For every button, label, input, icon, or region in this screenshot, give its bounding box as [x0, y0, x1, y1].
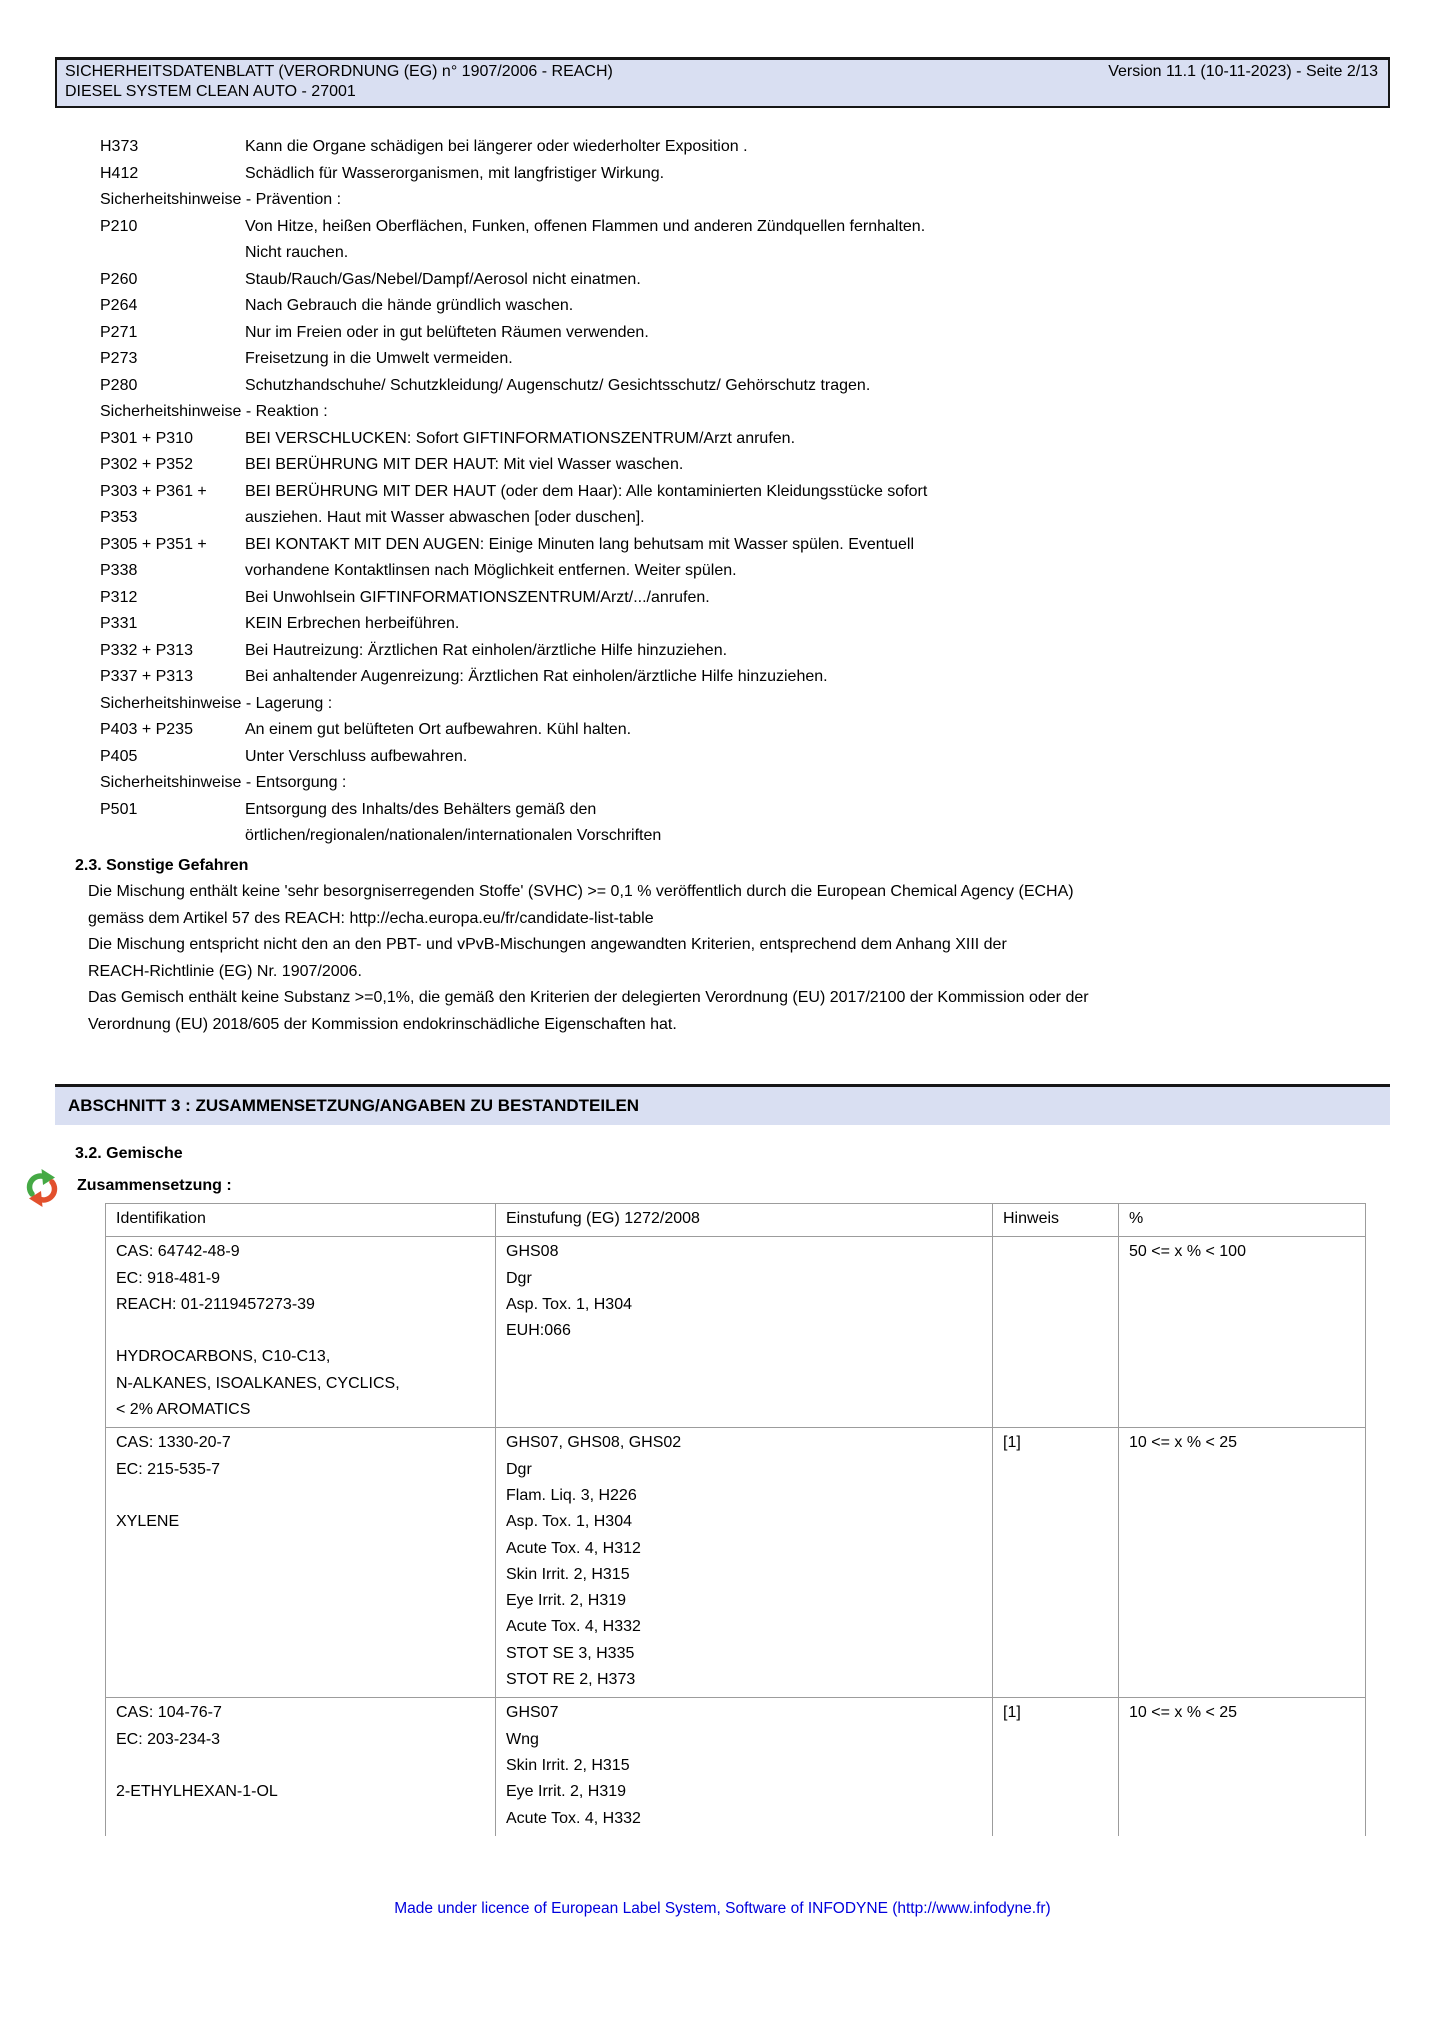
classification-cell: [496, 1428, 993, 1698]
statement-text: [245, 585, 1445, 612]
classification-line: GHS07: [506, 1704, 559, 1722]
paragraph-line: Die Mischung enthält keine 'sehr besorgniserregenden Stoffe' (SVHC) >= 0,1 % veröffentlich durch die European Chemical Agency (ECHA): [88, 883, 1074, 900]
statement-text-line: Bei Hautreizung: Ärztlichen Rat einholen/ärztliche Hilfe hinzuziehen.: [245, 641, 728, 659]
classification-line: EUH:066: [506, 1322, 571, 1340]
statement-row: [100, 161, 1445, 188]
statement-code: H412: [100, 164, 139, 182]
column-header-einstufung: Einstufung (EG) 1272/2008: [496, 1204, 993, 1237]
composition-row: [106, 1698, 1366, 1836]
statement-text: [245, 373, 1445, 400]
statement-text-line: Bei anhaltender Augenreizung: Ärztlichen Rat einholen/ärztliche Hilfe hinzuziehen.: [245, 668, 828, 685]
classification-line: Skin Irrit. 2, H315: [506, 1756, 630, 1774]
statement-group-heading: Sicherheitshinweise - Entsorgung :: [100, 774, 347, 791]
percent-cell: 50 <= x % < 100: [1119, 1237, 1366, 1428]
document-header: [55, 57, 1390, 108]
statement-code: P301 + P310: [100, 429, 193, 447]
paragraph-line: Das Gemisch enthält keine Substanz >=0,1%, die gemäß den Kriterien der delegierten Verordnung (EU) 2017/2100 der Kommission oder der: [88, 989, 1089, 1006]
statement-text: [245, 638, 1445, 665]
identification-line: 2-ETHYLHEXAN-1-OL: [116, 1783, 278, 1801]
other-hazards-section: [0, 853, 1445, 1039]
paragraph-line: Verordnung (EU) 2018/605 der Kommission endokrinschädliche Eigenschaften hat.: [88, 1015, 677, 1033]
section-3-banner-title: ABSCHNITT 3 : ZUSAMMENSETZUNG/ANGABEN ZU BESTANDTEILEN: [68, 1096, 640, 1115]
footer-licence-link[interactable]: Made under licence of European Label System, Software of INFODYNE (http://www.infodyne.fr): [394, 1900, 1051, 1917]
classification-line: GHS07, GHS08, GHS02: [506, 1434, 682, 1452]
identification-line: N-ALKANES, ISOALKANES, CYCLICS,: [116, 1374, 400, 1392]
statement-text: [245, 293, 1445, 320]
statement-text-line: vorhandene Kontaktlinsen nach Möglichkeit entfernen. Weiter spülen.: [245, 562, 737, 579]
identification-line: EC: 918-481-9: [116, 1269, 221, 1287]
statement-text: [245, 452, 1445, 479]
identification-line: CAS: 1330-20-7: [116, 1434, 231, 1452]
statement-code: P302 + P352: [100, 456, 193, 473]
statement-text-line: örtlichen/regionalen/nationalen/internationalen Vorschriften: [245, 827, 662, 844]
statement-text: [245, 664, 1445, 691]
composition-table: [105, 1203, 1366, 1836]
statement-row: [100, 346, 1445, 373]
identification-line: < 2% AROMATICS: [116, 1401, 251, 1419]
document-title: SICHERHEITSDATENBLATT (VERORDNUNG (EG) n° 1907/2006 - REACH): [65, 63, 613, 80]
statement-code: P331: [100, 615, 138, 632]
statement-row: [100, 373, 1445, 400]
statement-text-line: BEI KONTAKT MIT DEN AUGEN: Einige Minuten lang behutsam mit Wasser spülen. Eventuell: [245, 535, 915, 553]
column-header-hinweis: Hinweis: [993, 1204, 1119, 1237]
section-2-3-heading: 2.3. Sonstige Gefahren: [75, 856, 249, 874]
statement-text-line: Unter Verschluss aufbewahren.: [245, 747, 468, 765]
statement-row: [100, 479, 1445, 532]
column-header-identifikation: Identifikation: [106, 1204, 496, 1237]
version-page-info: Version 11.1 (10-11-2023) - Seite 2/13: [1108, 63, 1378, 80]
classification-cell: [496, 1237, 993, 1428]
statement-text-line: Nach Gebrauch die hände gründlich waschen.: [245, 297, 574, 314]
statement-row: [100, 638, 1445, 665]
statement-row: [100, 532, 1445, 585]
header-row-2: [65, 82, 1378, 102]
statement-text: [245, 267, 1445, 294]
paragraph-line: REACH-Richtlinie (EG) Nr. 1907/2006.: [88, 962, 362, 980]
statement-code: H373: [100, 138, 139, 155]
statement-text-line: An einem gut belüfteten Ort aufbewahren. Kühl halten.: [245, 721, 632, 738]
composition-row: [106, 1237, 1366, 1428]
statement-text: [245, 161, 1445, 188]
statement-code: P501: [100, 800, 138, 818]
statement-row: [100, 611, 1445, 638]
statement-text-line: KEIN Erbrechen herbeiführen.: [245, 615, 460, 632]
statement-group-heading: Sicherheitshinweise - Prävention :: [100, 191, 342, 208]
statement-row: [100, 293, 1445, 320]
identification-line: XYLENE: [116, 1513, 180, 1531]
hinweis-cell: [1]: [993, 1698, 1119, 1836]
paragraph-line: gemäss dem Artikel 57 des REACH: http://echa.europa.eu/fr/candidate-list-table: [88, 909, 654, 927]
statement-text: [245, 479, 1445, 532]
recycle-arrows-icon: [22, 1167, 62, 1209]
paragraph-line: Die Mischung entspricht nicht den an den PBT- und vPvB-Mischungen angewandten Kriterien, entsprechend dem Anhang XIII der: [88, 936, 1007, 953]
statement-text: [245, 346, 1445, 373]
composition-table-body: [106, 1237, 1366, 1836]
percent-cell: 10 <= x % < 25: [1119, 1698, 1366, 1836]
identification-cell: [106, 1698, 496, 1836]
identification-line: CAS: 64742-48-9: [116, 1243, 240, 1261]
statement-text-line: BEI BERÜHRUNG MIT DER HAUT: Mit viel Wasser waschen.: [245, 456, 684, 473]
identification-line: CAS: 104-76-7: [116, 1704, 222, 1722]
identification-cell: [106, 1237, 496, 1428]
statement-text-line: BEI BERÜHRUNG MIT DER HAUT (oder dem Haar): Alle kontaminierten Kleidungsstücke sofort: [245, 482, 928, 500]
statement-row: [100, 426, 1445, 453]
percent-cell: 10 <= x % < 25: [1119, 1428, 1366, 1698]
product-name: DIESEL SYSTEM CLEAN AUTO - 27001: [65, 83, 356, 100]
statement-text: [245, 214, 1445, 267]
hinweis-cell: [993, 1237, 1119, 1428]
statement-row: [100, 717, 1445, 744]
statement-text-line: Schutzhandschuhe/ Schutzkleidung/ Augenschutz/ Gesichtsschutz/ Gehörschutz tragen.: [245, 376, 871, 394]
classification-line: Wng: [506, 1730, 539, 1748]
statement-text: [245, 532, 1445, 585]
statement-text-line: Entsorgung des Inhalts/des Behälters gemäß den: [245, 800, 597, 818]
composition-table-header-row: [106, 1204, 1366, 1237]
statement-code: P210: [100, 217, 138, 235]
statement-code: P303 + P361 + P353: [100, 482, 207, 526]
classification-line: STOT RE 2, H373: [506, 1671, 636, 1689]
statement-text-line: Kann die Organe schädigen bei längerer oder wiederholter Exposition .: [245, 138, 748, 155]
statement-text-line: Nicht rauchen.: [245, 244, 349, 261]
statement-code: P337 + P313: [100, 668, 193, 685]
classification-line: Flam. Liq. 3, H226: [506, 1486, 637, 1504]
statement-row: [100, 320, 1445, 347]
statement-row: [100, 585, 1445, 612]
identification-line: EC: 203-234-3: [116, 1730, 221, 1748]
identification-line: [116, 1483, 489, 1509]
classification-line: Skin Irrit. 2, H315: [506, 1565, 630, 1583]
statement-text: [245, 134, 1445, 161]
statement-text-line: Freisetzung in die Umwelt vermeiden.: [245, 350, 513, 367]
other-hazards-paragraphs: [88, 879, 1388, 1038]
statement-text: [245, 426, 1445, 453]
statement-code: P264: [100, 297, 138, 314]
statement-text: [245, 320, 1445, 347]
statement-text-line: Staub/Rauch/Gas/Nebel/Dampf/Aerosol nicht einatmen.: [245, 270, 641, 288]
statement-list: [100, 134, 1445, 850]
section-3-banner: [55, 1084, 1390, 1125]
statement-text-line: Von Hitze, heißen Oberflächen, Funken, offenen Flammen und anderen Zündquellen fernhalten.: [245, 217, 926, 235]
classification-line: Dgr: [506, 1269, 532, 1287]
classification-line: Acute Tox. 4, H332: [506, 1618, 641, 1636]
statement-code: P405: [100, 747, 138, 765]
classification-line: GHS08: [506, 1243, 559, 1261]
statement-row: [100, 797, 1445, 850]
statement-row: [100, 267, 1445, 294]
section-3-2-heading: 3.2. Gemische: [75, 1145, 183, 1162]
identification-line: HYDROCARBONS, C10-C13,: [116, 1348, 331, 1366]
statement-row: [100, 744, 1445, 771]
statement-code: P280: [100, 376, 138, 394]
classification-line: Eye Irrit. 2, H319: [506, 1592, 627, 1610]
classification-line: Dgr: [506, 1460, 532, 1478]
statement-text-line: ausziehen. Haut mit Wasser abwaschen [oder duschen].: [245, 509, 645, 526]
statement-text-line: Nur im Freien oder in gut belüfteten Räumen verwenden.: [245, 323, 649, 341]
statement-code: P305 + P351 + P338: [100, 535, 207, 579]
identification-cell: [106, 1428, 496, 1698]
statement-code: P332 + P313: [100, 641, 193, 659]
statement-group-heading: Sicherheitshinweise - Reaktion :: [100, 403, 328, 420]
composition-header-row: [77, 1173, 1445, 1199]
classification-line: STOT SE 3, H335: [506, 1644, 635, 1662]
classification-line: Asp. Tox. 1, H304: [506, 1513, 632, 1531]
identification-line: REACH: 01-2119457273-39: [116, 1295, 315, 1313]
statement-code: P273: [100, 350, 138, 367]
statement-code: P260: [100, 270, 138, 288]
header-row-1: [65, 62, 1378, 82]
classification-line: Eye Irrit. 2, H319: [506, 1783, 627, 1801]
classification-cell: [496, 1698, 993, 1836]
statement-text: [245, 611, 1445, 638]
column-header-percent: %: [1119, 1204, 1366, 1237]
statement-text: [245, 797, 1445, 850]
composition-row: [106, 1428, 1366, 1698]
statement-text-line: Bei Unwohlsein GIFTINFORMATIONSZENTRUM/Arzt/.../anrufen.: [245, 588, 710, 606]
classification-line: Asp. Tox. 1, H304: [506, 1295, 632, 1313]
statement-row: [100, 214, 1445, 267]
classification-line: Acute Tox. 4, H332: [506, 1809, 641, 1827]
statement-row: [100, 664, 1445, 691]
statement-code: P403 + P235: [100, 721, 193, 738]
classification-line: Acute Tox. 4, H312: [506, 1539, 641, 1557]
composition-label: Zusammensetzung :: [77, 1177, 232, 1194]
statement-row: [100, 134, 1445, 161]
statement-text-line: BEI VERSCHLUCKEN: Sofort GIFTINFORMATIONSZENTRUM/Arzt anrufen.: [245, 429, 796, 447]
identification-line: EC: 215-535-7: [116, 1460, 221, 1478]
statement-text-line: Schädlich für Wasserorganismen, mit langfristiger Wirkung.: [245, 164, 665, 182]
hinweis-cell: [1]: [993, 1428, 1119, 1698]
identification-line: [116, 1318, 489, 1344]
statement-code: P312: [100, 588, 138, 606]
statement-text: [245, 717, 1445, 744]
identification-line: [116, 1753, 489, 1779]
statement-group-heading: Sicherheitshinweise - Lagerung :: [100, 694, 333, 712]
statement-code: P271: [100, 323, 138, 341]
statement-text: [245, 744, 1445, 771]
statement-row: [100, 452, 1445, 479]
